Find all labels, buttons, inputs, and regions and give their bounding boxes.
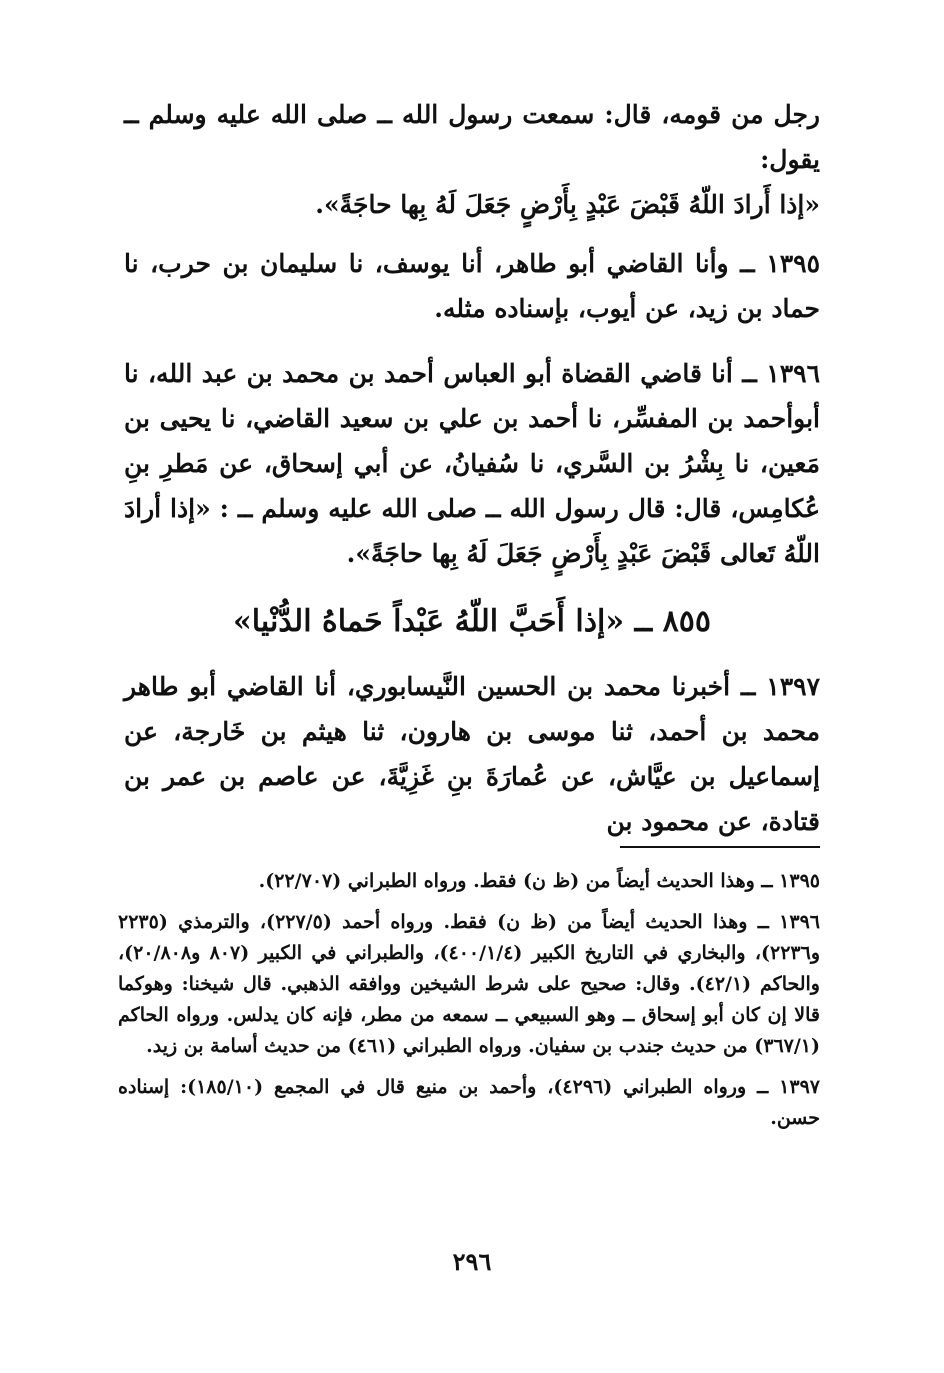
paragraph-1395: ١٣٩٥ ــ وأنا القاضي أبو طاهر، أنا يوسف، نا سليمان بن حرب، نا حماد بن زيد، عن أيوب، بإسناده مثله. [124, 249, 820, 323]
footnote-divider [620, 846, 820, 848]
footnote-1397: ١٣٩٧ ــ ورواه الطبراني (٤٢٩٦)، وأحمد بن منيع قال في المجمع (١٨٥/١٠): إسناده حسن. [118, 1076, 820, 1129]
footnote-1395: ١٣٩٥ ــ وهذا الحديث أيضاً من (ظ ن) فقط. ورواه الطبراني (٢٢/٧٠٧). [258, 870, 820, 892]
page-number: ٢٩٦ [452, 1247, 492, 1276]
intro-line: رجل من قومه، قال: سمعت رسول الله ــ صلى الله عليه وسلم ــ يقول: [124, 100, 820, 174]
main-text [124, 92, 820, 864]
footnotes [118, 866, 820, 1144]
footnote-1396: ١٣٩٦ ــ وهذا الحديث أيضاً من (ظ ن) فقط. ورواه أحمد (٢٢٧/٥)، والترمذي (٢٢٣٥ و٢٢٣٦)، والبخاري في التاريخ الكبير (٤٠٠/١/٤)، والطبراني في الكبير (٨٠٧ و٢٠/٨٠٨)، والحاكم (٤٢/١). وقال: صحيح على شرط الشيخين ووافقه الذهبي. قال شيخنا: وهوكما قالا إن كان أبو إسحاق ــ وهو السبيعي ــ سمعه من مطر، فإنه كان يدلس. ورواه الحاكم (٣٦٧/١) من حديث جندب بن سفيان. ورواه الطبراني (٤٦١) من حديث أسامة بن زيد. [118, 911, 820, 1057]
paragraph-intro [124, 92, 820, 227]
section-heading-855: ٨٥٥ ــ «إذا أَحَبَّ اللّهُ عَبْداً حَماهُ الدُّنْيا» [233, 604, 711, 639]
hadith-quote: «إذا أَرادَ اللّهُ قَبْضَ عَبْدٍ بِأَرْضٍ جَعَلَ لَهُ بِها حاجَةً». [315, 190, 820, 219]
paragraph-1396: ١٣٩٦ ــ أنا قاضي القضاة أبو العباس أحمد بن محمد بن عبد الله، نا أبوأحمد بن المفسِّر، نا أحمد بن علي بن سعيد القاضي، نا يحيى بن مَعين، نا بِشْرُ بن السَّري، نا سُفيانُ، عن أبي إسحاق، عن مَطرِ بنِ عُكامِس، قال: قال رسول الله ــ صلى الله عليه وسلم ــ : «إذا أرادَ اللّهُ تَعالى قَبْضَ عَبْدٍ بِأَرْضٍ جَعَلَ لَهُ بِها حاجَةً». [124, 359, 820, 568]
paragraph-1397: ١٣٩٧ ــ أخبرنا محمد بن الحسين النَّيسابوري، أنا القاضي أبو طاهر محمد بن أحمد، ثنا موسى بن هارون، ثنا هيثم بن خَارجة، عن إسماعيل بن عيَّاش، عن عُمارَةَ بنِ غَزِيَّةَ، عن عاصم بن عمر بن قتادة، عن محمود بن [124, 672, 820, 836]
